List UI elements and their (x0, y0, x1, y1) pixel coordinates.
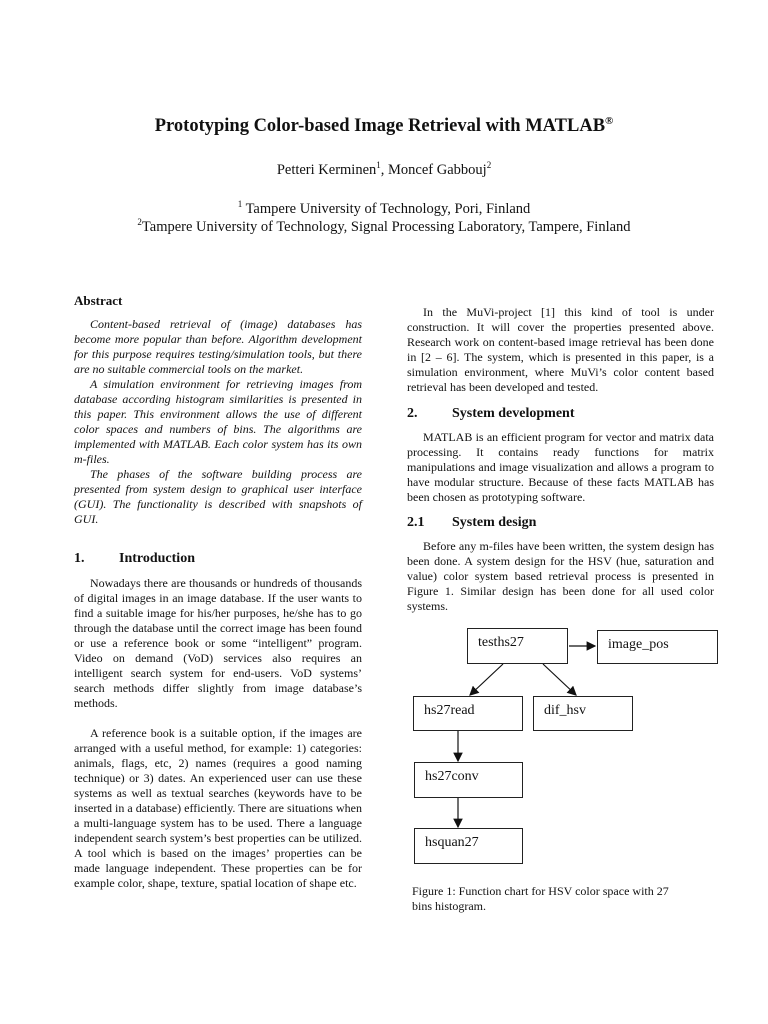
node-hsquan27: hsquan27 (414, 828, 523, 864)
figure-1-caption: Figure 1: Function chart for HSV color space with 27 bins histogram. (412, 884, 669, 913)
section-2-1-heading: 2.1 System design (407, 515, 537, 530)
abstract-paragraph-1: Content-based retrieval of (image) databases has become more popular than before. Algorithm development for this purpose requires testing/simulation tools, but there are no suitable commercial tools on the market. (74, 317, 362, 376)
node-image-pos: image_pos (597, 630, 718, 664)
paper-title: Prototyping Color-based Image Retrieval with MATLAB® (154, 114, 614, 136)
system-design-paragraph: Before any m-files have been written, the system design has been done. A system design for the HSV (hue, saturation and value) color system based retrieval process is presented in Figure 1. Similar design has been done for all used color systems. (407, 539, 714, 613)
node-dif-hsv: dif_hsv (533, 696, 633, 731)
intro-paragraph-1: Nowadays there are thousands or hundreds of thousands of digital images in an image database. If the user wants to find a suitable image for his/her purposes, he/she has to go through the database until the correct image has been found or use a reference book or some “intelligent” program. Video on demand (VoD) services also requires an intelligent search system for end-users. VoD systems’ search methods differ slightly from image database’s methods. (74, 576, 362, 710)
abstract-heading: Abstract (74, 293, 123, 308)
system-development-paragraph: MATLAB is an efficient program for vector and matrix data processing. It contains ready functions for matrix manipulations and image visualization and allows a program to have modular structure. Because of these facts MATLAB has been chosen as prototyping software. (407, 430, 714, 504)
arrow-tesths27-to-dif-hsv (543, 664, 576, 695)
author-2: Moncef Gabbouj (388, 162, 487, 178)
node-tesths27: tesths27 (467, 628, 568, 664)
node-hs27conv: hs27conv (414, 762, 523, 798)
abstract-paragraph-2: A simulation environment for retrieving images from database according histogram similarities is presented in this paper. This environment allows the use of different color spaces and numbers of bins. The algorithms are implemented with MATLAB. Each color system has its own m-files. (74, 377, 362, 466)
author-line: Petteri Kerminen$^1$, Moncef Gabbouj$^2$ (276, 160, 492, 178)
muvi-paragraph: In the MuVi-project [1] this kind of tool is under construction. It will cover the properties presented above. Research work on content-based image retrieval has been done in [2 – 6]. The system, which is presented in this paper, is a simulation environment, where MuVi’s color content based retrieval has been developed and tested. (407, 305, 714, 394)
arrow-tesths27-to-hs27read (470, 664, 503, 695)
registered-mark: ® (605, 114, 614, 127)
section-2-heading: 2. System development (407, 406, 575, 421)
node-hs27read: hs27read (413, 696, 523, 731)
affiliation-2: $^2$Tampere University of Technology, Signal Processing Laboratory, Tampere, Finland (137, 217, 631, 235)
author-1: Petteri Kerminen (276, 162, 377, 178)
section-1-heading: 1. Introduction (74, 551, 195, 566)
intro-paragraph-2: A reference book is a suitable option, if the images are arranged with a useful method, for example: 1) categories: animals, flags, etc, 2) names (requires a good naming technique) or 3) dates. An experienced user can use these systems as well as textual searches (keywords have to be inserted in a database) efficiently. There are situations when a multi-language system has to be used. There a language independent search system’s best properties can be utilized. A tool which is based on the images’ properties can be made language independent. These properties can be for example color, shape, texture, spatial location of shape etc. (74, 726, 362, 890)
abstract-paragraph-3: The phases of the software building process are presented from system design to graphical user interface (GUI). The functionality is described with snapshots of GUI. (74, 467, 362, 526)
affiliation-1: $^1$ Tampere University of Technology, Pori, Finland (237, 199, 531, 217)
